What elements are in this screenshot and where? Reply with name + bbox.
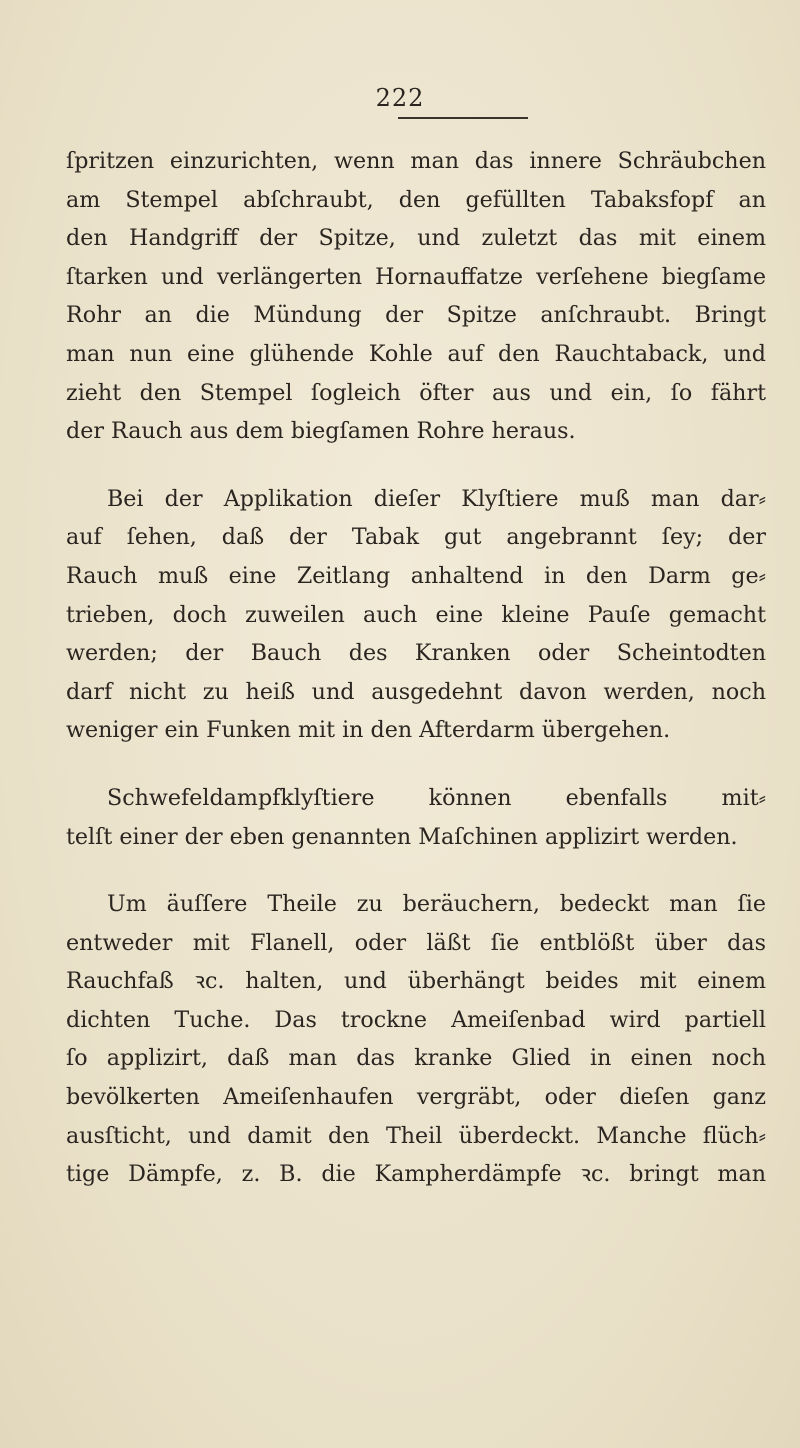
text-line: Um äuſſere Theile zu beräuchern, bedeckt man ſie bbox=[107, 891, 766, 918]
paragraph-gap bbox=[66, 451, 766, 480]
paragraph-2 bbox=[66, 480, 766, 750]
text-line: zieht den Stempel ſogleich öfter aus und ein, ſo fährt bbox=[66, 379, 766, 406]
text-line: bevölkerten Ameiſenhaufen vergräbt, oder dieſen ganz bbox=[66, 1084, 766, 1111]
paragraph-gap bbox=[66, 750, 766, 779]
text-line: ausſticht, und damit den Theil überdeckt. Manche flüch⸗ bbox=[66, 1122, 766, 1149]
page-number: 222 bbox=[375, 84, 425, 112]
header-rule bbox=[398, 117, 528, 119]
text-line: Bei der Applikation dieſer Klyſtiere muß man dar⸗ bbox=[107, 485, 766, 512]
paragraph-1 bbox=[66, 142, 766, 451]
text-line: telſt einer der eben genannten Maſchinen applizirt werden. bbox=[66, 823, 738, 850]
text-line: auf ſehen, daß der Tabak gut angebrannt ſey; der bbox=[66, 524, 766, 551]
text-line: der Rauch aus dem biegſamen Rohre heraus. bbox=[66, 418, 576, 445]
text-line: ſtarken und verlängerten Hornauffatze verſehene biegſame bbox=[66, 263, 766, 290]
text-line: Rohr an die Mündung der Spitze anſchraubt. Bringt bbox=[66, 302, 766, 329]
text-line: Rauch muß eine Zeitlang anhaltend in den Darm ge⸗ bbox=[66, 562, 766, 589]
text-line: weniger ein Funken mit in den Afterdarm übergehen. bbox=[66, 717, 671, 744]
paragraph-4 bbox=[66, 885, 766, 1194]
text-line: trieben, doch zuweilen auch eine kleine Pauſe gemacht bbox=[66, 601, 766, 628]
text-line: ſo applizirt, daß man das kranke Glied in einen noch bbox=[66, 1045, 766, 1072]
text-line: entweder mit Flanell, oder läßt ſie entblößt über das bbox=[66, 929, 766, 956]
body-text bbox=[66, 142, 766, 1194]
text-line: dichten Tuche. Das trockne Ameiſenbad wird partiell bbox=[66, 1006, 766, 1033]
paragraph-gap bbox=[66, 856, 766, 885]
text-line: werden; der Bauch des Kranken oder Scheintodten bbox=[66, 640, 766, 667]
text-line: den Handgriff der Spitze, und zuletzt das mit einem bbox=[66, 225, 766, 252]
text-line: tige Dämpfe, z. B. die Kampherdämpfe ꝛc. bringt man bbox=[66, 1161, 766, 1188]
text-line: Rauchfaß ꝛc. halten, und überhängt beides mit einem bbox=[66, 968, 766, 995]
paragraph-3 bbox=[66, 779, 766, 856]
text-line: Schwefeldampfklyſtiere können ebenfalls mit⸗ bbox=[107, 784, 766, 811]
text-line: darf nicht zu heiß und ausgedehnt davon werden, noch bbox=[66, 678, 766, 705]
text-line: ſpritzen einzurichten, wenn man das innere Schräubchen bbox=[66, 148, 766, 174]
text-line: am Stempel abſchraubt, den gefüllten Tabaksfopf an bbox=[66, 186, 766, 213]
text-line: man nun eine glühende Kohle auf den Rauchtaback, und bbox=[66, 340, 766, 367]
